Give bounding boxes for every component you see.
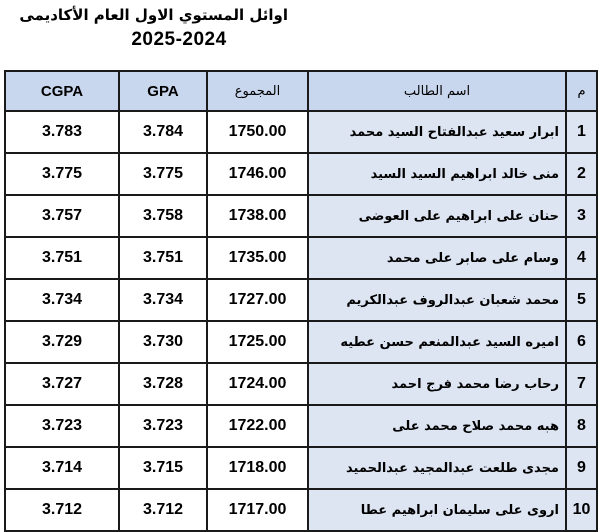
document-title: اوائل المستوي الاول العام الأكاديمى — [19, 6, 288, 24]
document-header — [19, 4, 288, 51]
rank-cell: 7 — [566, 363, 597, 405]
cgpa-cell: 3.714 — [5, 447, 119, 489]
gpa-cell: 3.775 — [119, 153, 207, 195]
total-cell: 1727.00 — [207, 279, 308, 321]
table-row — [5, 405, 597, 447]
cgpa-cell: 3.727 — [5, 363, 119, 405]
cgpa-cell: 3.723 — [5, 405, 119, 447]
total-cell: 1725.00 — [207, 321, 308, 363]
table-row — [5, 279, 597, 321]
student-name-cell: مجدى طلعت عبدالمجيد عبدالحميد — [308, 447, 566, 489]
student-name-cell: منى خالد ابراهيم السيد السيد — [308, 153, 566, 195]
total-cell: 1750.00 — [207, 111, 308, 153]
rank-cell: 3 — [566, 195, 597, 237]
column-header-cgpa: CGPA — [5, 71, 119, 111]
total-cell: 1717.00 — [207, 489, 308, 531]
gpa-cell: 3.715 — [119, 447, 207, 489]
gpa-cell: 3.758 — [119, 195, 207, 237]
gpa-cell: 3.730 — [119, 321, 207, 363]
student-name-cell: رحاب رضا محمد فرج احمد — [308, 363, 566, 405]
table-row — [5, 237, 597, 279]
table-row — [5, 363, 597, 405]
cgpa-cell: 3.712 — [5, 489, 119, 531]
cgpa-cell: 3.775 — [5, 153, 119, 195]
cgpa-cell: 3.734 — [5, 279, 119, 321]
table-row — [5, 447, 597, 489]
total-cell: 1722.00 — [207, 405, 308, 447]
academic-year: 2025-2024 — [131, 29, 227, 50]
rank-cell: 1 — [566, 111, 597, 153]
student-name-cell: حنان على ابراهيم على العوضى — [308, 195, 566, 237]
student-name-cell: ابرار سعيد عبدالفتاح السيد محمد — [308, 111, 566, 153]
total-cell: 1738.00 — [207, 195, 308, 237]
total-cell: 1746.00 — [207, 153, 308, 195]
total-cell: 1735.00 — [207, 237, 308, 279]
rank-cell: 9 — [566, 447, 597, 489]
column-header-number: م — [566, 71, 597, 111]
rank-cell: 2 — [566, 153, 597, 195]
table-header-row — [5, 71, 597, 111]
rank-cell: 10 — [566, 489, 597, 531]
gpa-cell: 3.723 — [119, 405, 207, 447]
total-cell: 1718.00 — [207, 447, 308, 489]
total-cell: 1724.00 — [207, 363, 308, 405]
top-students-table — [4, 70, 598, 532]
rank-cell: 6 — [566, 321, 597, 363]
student-name-cell: محمد شعبان عبدالروف عبدالكريم — [308, 279, 566, 321]
column-header-name: اسم الطالب — [308, 71, 566, 111]
cgpa-cell: 3.783 — [5, 111, 119, 153]
rank-cell: 8 — [566, 405, 597, 447]
table-row — [5, 195, 597, 237]
cgpa-cell: 3.751 — [5, 237, 119, 279]
gpa-cell: 3.751 — [119, 237, 207, 279]
gpa-cell: 3.728 — [119, 363, 207, 405]
gpa-cell: 3.784 — [119, 111, 207, 153]
table-row — [5, 321, 597, 363]
student-name-cell: اروى على سليمان ابراهيم عطا — [308, 489, 566, 531]
gpa-cell: 3.712 — [119, 489, 207, 531]
gpa-cell: 3.734 — [119, 279, 207, 321]
student-name-cell: وسام على صابر على محمد — [308, 237, 566, 279]
cgpa-cell: 3.729 — [5, 321, 119, 363]
table-row — [5, 489, 597, 531]
column-header-total: المجموع — [207, 71, 308, 111]
cgpa-cell: 3.757 — [5, 195, 119, 237]
student-name-cell: اميره السيد عبدالمنعم حسن عطيه — [308, 321, 566, 363]
table-row — [5, 153, 597, 195]
rank-cell: 4 — [566, 237, 597, 279]
table-row — [5, 111, 597, 153]
rank-cell: 5 — [566, 279, 597, 321]
column-header-gpa: GPA — [119, 71, 207, 111]
student-name-cell: هبه محمد صلاح محمد على — [308, 405, 566, 447]
